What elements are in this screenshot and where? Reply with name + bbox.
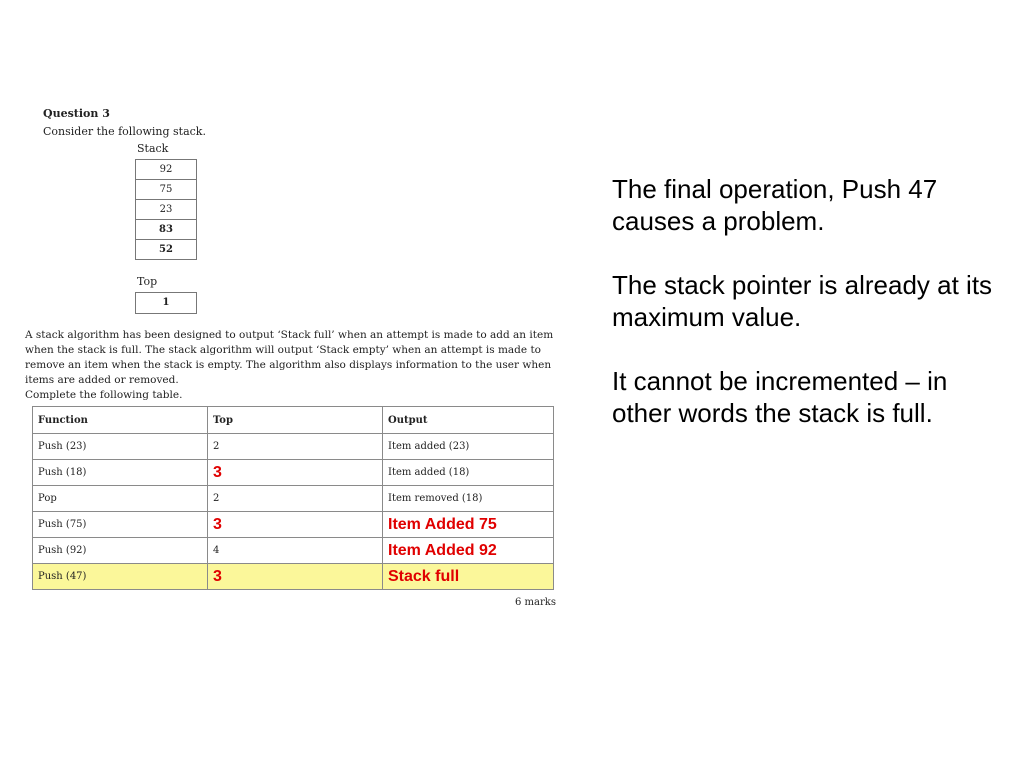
function-cell: Push (92) bbox=[33, 538, 208, 564]
function-cell: Push (18) bbox=[33, 460, 208, 486]
answer-explanation bbox=[612, 173, 1002, 461]
answer-top: 3 bbox=[213, 515, 222, 533]
stack-label: Stack bbox=[137, 142, 169, 155]
answer-paragraph-2: The stack pointer is already at its maximum value. bbox=[612, 270, 993, 332]
header-function: Function bbox=[33, 407, 208, 434]
table-row bbox=[33, 434, 554, 460]
top-cell-answer bbox=[208, 512, 383, 538]
stack-cell: 75 bbox=[136, 180, 196, 200]
output-cell-answer bbox=[383, 564, 554, 590]
output-cell: Item added (18) bbox=[383, 460, 554, 486]
function-cell: Push (75) bbox=[33, 512, 208, 538]
header-top: Top bbox=[208, 407, 383, 434]
answer-output: Item Added 92 bbox=[388, 541, 497, 559]
question-intro: Consider the following stack. bbox=[43, 125, 206, 138]
description-text: A stack algorithm has been designed to output ‘Stack full’ when an attempt is made to add an item when the stack is full. The stack algorithm will output ‘Stack empty’ when an attempt is made to remove an item when the stack is empty. The algorithm also displays information to the user when items are added or removed. bbox=[25, 329, 554, 386]
output-cell: Item added (23) bbox=[383, 434, 554, 460]
top-label: Top bbox=[137, 275, 158, 288]
answer-paragraph-3: It cannot be incremented – in other words the stack is full. bbox=[612, 366, 948, 428]
function-cell: Pop bbox=[33, 486, 208, 512]
answer-top: 3 bbox=[213, 463, 222, 481]
stack-cell: 23 bbox=[136, 200, 196, 220]
output-cell-answer bbox=[383, 538, 554, 564]
top-cell: 4 bbox=[208, 538, 383, 564]
marks-label: 6 marks bbox=[515, 597, 556, 608]
question-description bbox=[25, 328, 555, 403]
question-title: Question 3 bbox=[43, 107, 110, 120]
stack-cell: 83 bbox=[136, 220, 196, 240]
table-row bbox=[33, 538, 554, 564]
answer-output: Stack full bbox=[388, 567, 460, 585]
instruction-text: Complete the following table. bbox=[25, 389, 183, 401]
table-row bbox=[33, 486, 554, 512]
top-value-box: 1 bbox=[135, 292, 197, 314]
stack-cell: 52 bbox=[159, 244, 173, 255]
answer-paragraph-1: The final operation, Push 47 causes a problem. bbox=[612, 174, 938, 236]
top-cell: 2 bbox=[208, 434, 383, 460]
table-row bbox=[33, 460, 554, 486]
table-header-row bbox=[33, 407, 554, 434]
function-cell: Push (23) bbox=[33, 434, 208, 460]
top-cell: 2 bbox=[208, 486, 383, 512]
answer-output: Item Added 75 bbox=[388, 515, 497, 533]
stack-cell: 92 bbox=[136, 160, 196, 180]
function-cell: Push (47) bbox=[33, 564, 208, 590]
output-cell: Item removed (18) bbox=[383, 486, 554, 512]
output-cell-answer bbox=[383, 512, 554, 538]
answer-top: 3 bbox=[213, 567, 222, 585]
operations-table bbox=[32, 406, 554, 590]
stack-diagram bbox=[135, 159, 197, 260]
top-cell-answer bbox=[208, 564, 383, 590]
top-cell-answer bbox=[208, 460, 383, 486]
table-row-highlighted bbox=[33, 564, 554, 590]
table-row bbox=[33, 512, 554, 538]
header-output: Output bbox=[383, 407, 554, 434]
